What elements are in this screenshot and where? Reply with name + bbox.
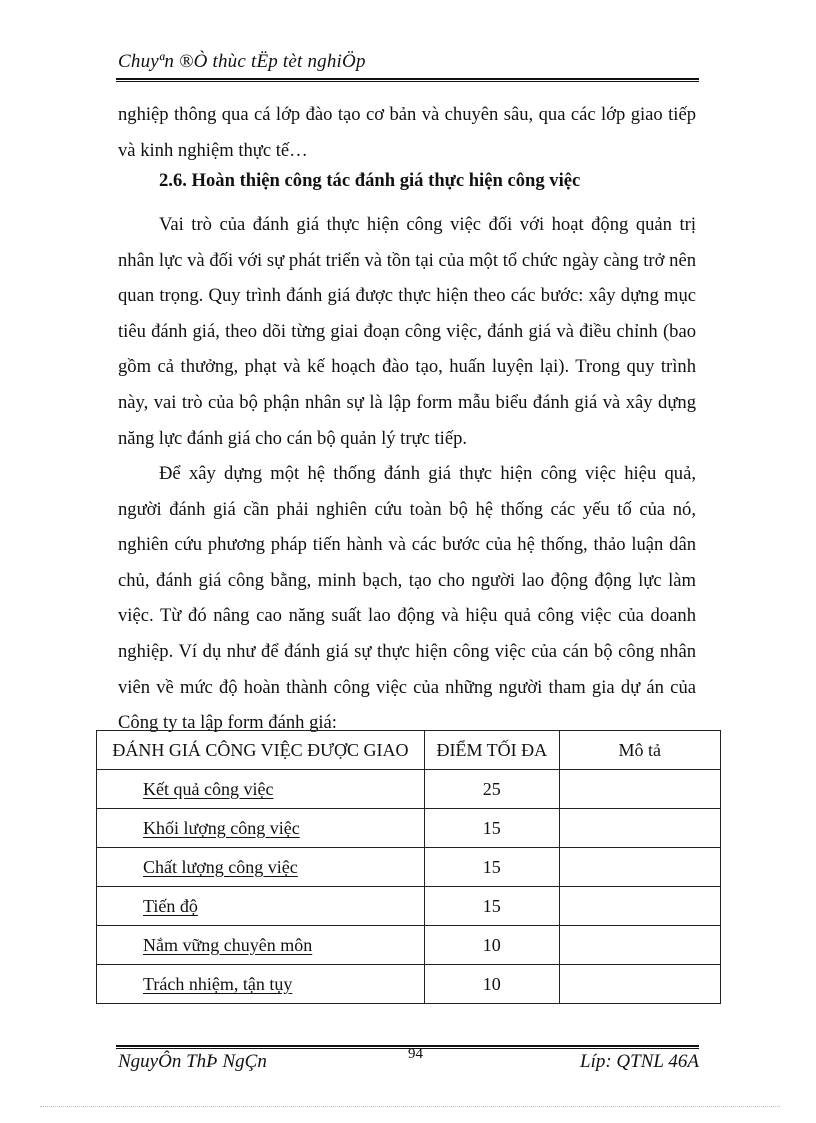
table-row	[97, 809, 721, 848]
header-max-points: ĐIỂM TỐI ĐA	[424, 731, 559, 770]
header-description: Mô tả	[559, 731, 720, 770]
max-points-cell: 15	[424, 809, 559, 848]
header-rule-thin	[116, 81, 699, 82]
description-cell	[559, 887, 720, 926]
max-points-cell: 10	[424, 965, 559, 1004]
table-row	[97, 887, 721, 926]
table-row	[97, 926, 721, 965]
header-criterion: ĐÁNH GIÁ CÔNG VIỆC ĐƯỢC GIAO	[97, 731, 425, 770]
description-cell	[559, 965, 720, 1004]
description-cell	[559, 809, 720, 848]
criterion-cell: Kết quả công việc	[143, 778, 274, 799]
role-paragraph: Vai trò của đánh giá thực hiện công việc đối với hoạt động quản trị nhân lực và đối với sự phát triển và tồn tại của một tổ chức ngày càng trở nên quan trọng. Quy trình đánh giá được thực hiện theo các bước: xây dựng mục tiêu đánh giá, theo dõi từng giai đoạn công việc, đánh giá và điều chỉnh (bao gồm cả thưởng, phạt và kế hoạch đào tạo, huấn luyện lại). Trong quy trình này, vai trò của bộ phận nhân sự là lập form mẫu biểu đánh giá và xây dựng năng lực đánh giá cho cán bộ quản lý trực tiếp.	[118, 214, 696, 449]
description-cell	[559, 848, 720, 887]
evaluation-table	[96, 730, 721, 1004]
max-points-cell: 15	[424, 887, 559, 926]
table-row	[97, 965, 721, 1004]
max-points-cell: 15	[424, 848, 559, 887]
intro-paragraph: nghiệp thông qua cá lớp đào tạo cơ bản và chuyên sâu, qua các lớp giao tiếp và kinh nghiệm thực tế…	[118, 104, 696, 161]
criterion-cell: Chất lượng công việc	[143, 856, 298, 877]
table-header-row	[97, 731, 721, 770]
section-heading: 2.6. Hoàn thiện công tác đánh giá thực hiện công việc	[159, 170, 581, 191]
table-row	[97, 770, 721, 809]
header-rule	[116, 78, 699, 80]
max-points-cell: 25	[424, 770, 559, 809]
page-number: 94	[408, 1046, 423, 1062]
description-cell	[559, 770, 720, 809]
table-row	[97, 848, 721, 887]
build-paragraph: Để xây dựng một hệ thống đánh giá thực hiện công việc hiệu quả, người đánh giá cần phải nghiên cứu toàn bộ hệ thống các yếu tố của nó, nghiên cứu phương pháp tiến hành và các bước của hệ thống, thảo luận dân chủ, đánh giá công bằng, minh bạch, tạo cho người lao động động lực làm việc. Từ đó nâng cao năng suất lao động và hiệu quả công việc của doanh nghiệp. Ví dụ như để đánh giá sự thực hiện công việc của cán bộ công nhân viên về mức độ hoàn thành công việc của những người tham gia dự án của Công ty ta lập form đánh giá:	[118, 463, 696, 734]
max-points-cell: 10	[424, 926, 559, 965]
page-bottom-divider	[40, 1106, 780, 1107]
footer-class: Líp: QTNL 46A	[580, 1051, 699, 1072]
criterion-cell: Nắm vững chuyên môn	[143, 934, 313, 955]
criterion-cell: Tiến độ	[143, 895, 198, 916]
footer-author: NguyÔn ThÞ NgÇn	[118, 1051, 267, 1072]
criterion-cell: Trách nhiệm, tận tụy	[143, 973, 293, 994]
page-header-title: Chuyªn ®Ò thùc tËp tèt nghiÖp	[118, 51, 366, 72]
description-cell	[559, 926, 720, 965]
criterion-cell: Khối lượng công việc	[143, 817, 300, 838]
